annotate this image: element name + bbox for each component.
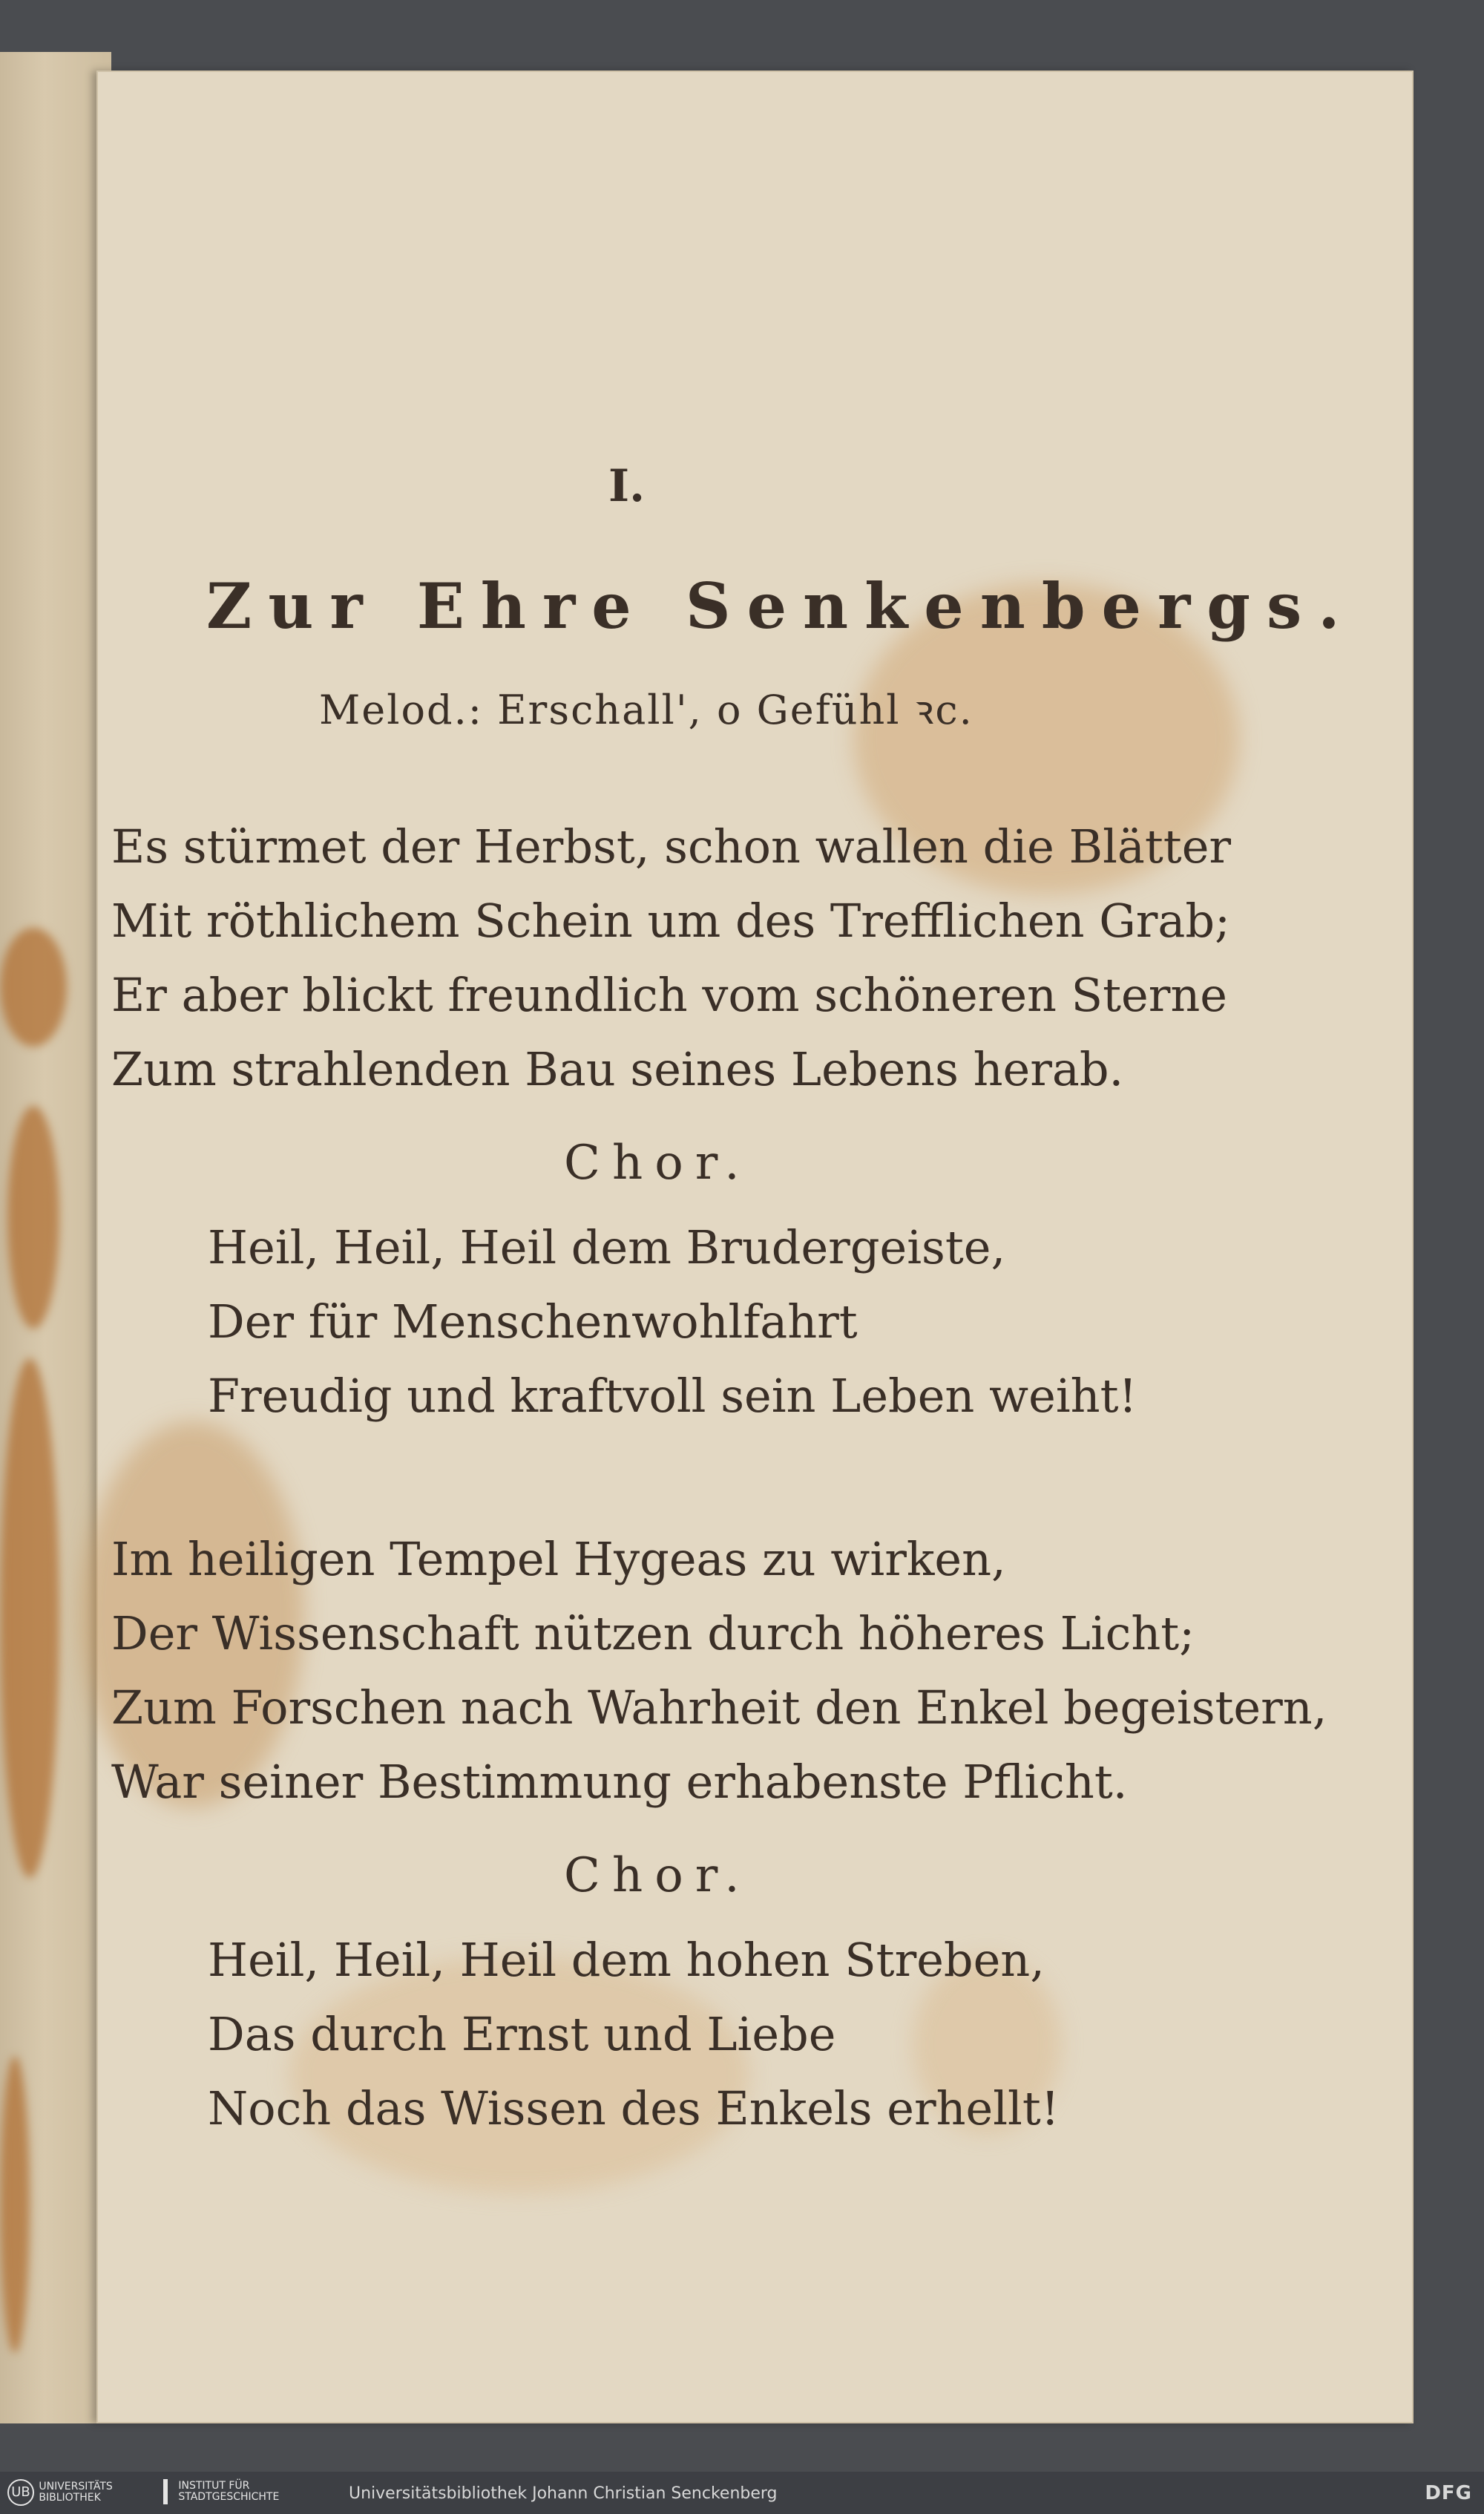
chorus-line: Noch das Wissen des Enkels erhellt! bbox=[208, 2081, 1060, 2135]
chorus-heading: Chor. bbox=[564, 1848, 752, 1903]
page-number: I. bbox=[608, 460, 645, 512]
verse-line: Zum strahlenden Bau seines Lebens herab. bbox=[111, 1042, 1124, 1096]
institute-logo-label: INSTITUT FÜR STADTGESCHICHTE bbox=[178, 2480, 280, 2503]
chorus-line: Heil, Heil, Heil dem Brudergeiste, bbox=[208, 1220, 1006, 1274]
verse-line: Zum Forschen nach Wahrheit den Enkel begeistern, bbox=[111, 1680, 1327, 1735]
verse-line: War seiner Bestimmung erhabenste Pflicht. bbox=[111, 1755, 1128, 1809]
stain bbox=[289, 1956, 749, 2193]
chorus-line: Freudig und kraftvoll sein Leben weiht! bbox=[208, 1369, 1137, 1423]
stain bbox=[0, 1358, 59, 1878]
previous-page-edge bbox=[0, 52, 111, 2423]
book-page bbox=[96, 71, 1414, 2423]
verse-line: Im heiligen Tempel Hygeas zu wirken, bbox=[111, 1532, 1006, 1586]
verse-line: Der Wissenschaft nützen durch höheres Licht; bbox=[111, 1606, 1195, 1660]
verse-line: Er aber blickt freundlich vom schöneren Sterne bbox=[111, 968, 1227, 1022]
stain bbox=[0, 2056, 30, 2353]
library-credit: Universitätsbibliothek Johann Christian Senckenberg bbox=[349, 2484, 778, 2503]
poem-title: Zur Ehre Senkenbergs. bbox=[206, 569, 1356, 643]
chorus-line: Das durch Ernst und Liebe bbox=[208, 2007, 836, 2061]
chorus-line: Heil, Heil, Heil dem hohen Streben, bbox=[208, 1933, 1045, 1987]
verse-line: Es stürmet der Herbst, schon wallen die Blätter bbox=[111, 819, 1232, 874]
stain bbox=[0, 928, 67, 1047]
ub-logo-label: UNIVERSITÄTS BIBLIOTHEK bbox=[39, 2481, 113, 2504]
verse-line: Mit röthlichem Schein um des Trefflichen Grab; bbox=[111, 894, 1230, 948]
stain bbox=[7, 1106, 59, 1329]
chorus-line: Der für Menschenwohlfahrt bbox=[208, 1294, 858, 1349]
viewer-footer bbox=[0, 2472, 1484, 2514]
dfg-logo[interactable]: DFG bbox=[1425, 2482, 1472, 2504]
institute-icon bbox=[163, 2479, 168, 2504]
ub-icon: UB bbox=[7, 2479, 34, 2506]
melody-note: Melod.: Erschall', o Gefühl ꝛc. bbox=[319, 687, 974, 733]
university-library-logo[interactable] bbox=[7, 2479, 156, 2506]
chorus-heading: Chor. bbox=[564, 1136, 752, 1191]
institute-logo[interactable] bbox=[163, 2479, 341, 2506]
